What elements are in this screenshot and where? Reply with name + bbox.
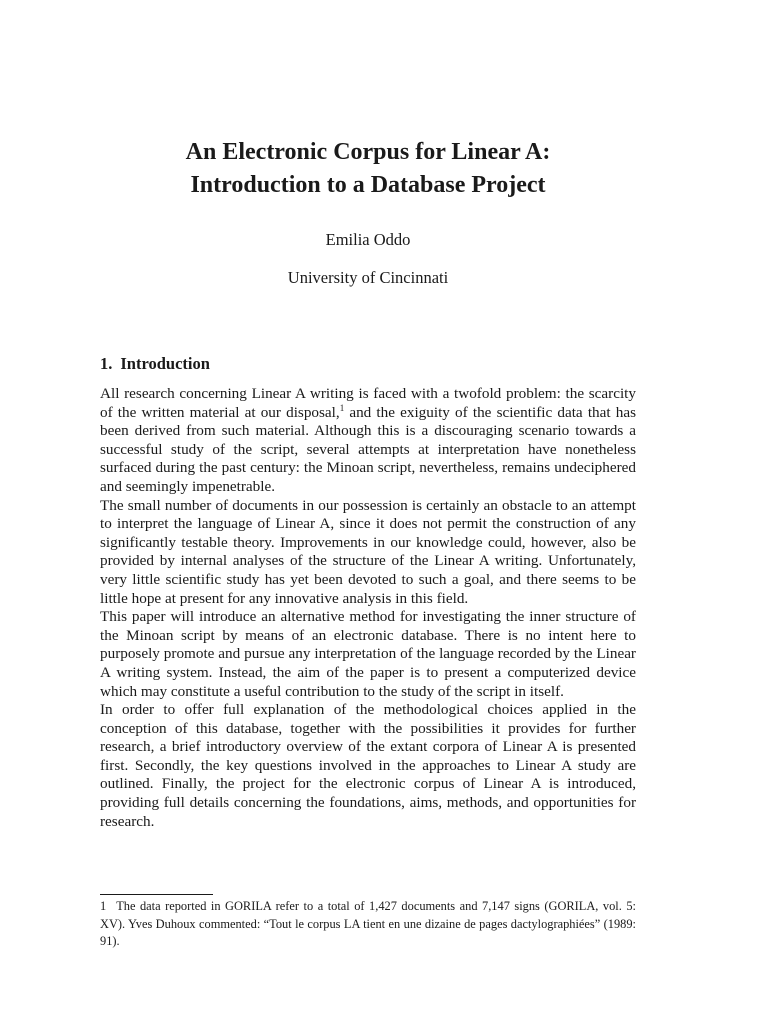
paragraph-2: The small number of documents in our possession is certainly an obstacle to an attempt to interpret the language of Linear A, since it does not permit the construction of any significantly testable theory. Improvements in our knowledge could, however, also be provided by internal analyses of the structure of the Linear A writing. Unfortunately, very little scientific study has yet been devoted to such a goal, and there seems to be little hope at present for any innovative analysis in this field. [100, 496, 636, 607]
body-text [100, 385, 636, 831]
paragraph-3: This paper will introduce an alternative method for investigating the inner structure of the Minoan script by means of an electronic database. There is no intent here to purposely promote and pursue any interpretation of the language recorded by the Linear A writing system. Instead, the aim of the paper is to present a computerized device which may constitute a useful contribution to the study of the script in itself. [100, 608, 636, 700]
footnote-divider [100, 894, 213, 895]
paper-title [100, 136, 636, 202]
paper-title-line-1: An Electronic Corpus for Linear A: [185, 139, 551, 165]
author-affiliation: University of Cincinnati [287, 268, 449, 287]
paragraph-4: In order to offer full explanation of the methodological choices applied in the conception of this database, together with the possibilities it provides for further research, a brief introductory overview of the extant corpora of Linear A is presented first. Secondly, the key questions involved in the approaches to Linear A study are outlined. Finally, the project for the electronic corpus of Linear A is introduced, providing full details concerning the foundations, aims, methods, and opportunities for research. [100, 701, 636, 830]
footnote-text: The data reported in GORILA refer to a total of 1,427 documents and 7,147 signs (GORILA, vol. 5: XV). Yves Duhoux commented: “Tout le corpus LA tient en une dizaine de pages dactylographiées” (1989: 91). [100, 899, 636, 948]
footnote [100, 898, 636, 951]
paragraph-1-text-b: and the exiguity of the scientific data that has been derived from such material. Although this is a discouraging scenario towards a successful study of the script, several attempts at interpretation have nonetheless surfaced during the past century: the Minoan script, nevertheless, remains undeciphered and seemingly impenetrable. [100, 403, 636, 495]
section-number: 1. [100, 354, 113, 373]
author-name: Emilia Oddo [325, 230, 411, 249]
footnote-number: 1 [100, 899, 107, 913]
paper-title-line-2: Introduction to a Database Project [190, 172, 546, 198]
paragraph-1 [100, 385, 636, 497]
section-title: Introduction [120, 354, 210, 373]
section-heading [100, 353, 210, 375]
paragraph-1-text-a: All research concerning Linear A writing is faced with a twofold problem: the scarcity of the written material at our disposal, [100, 385, 636, 421]
footnote-reference[interactable]: 1 [339, 402, 345, 413]
